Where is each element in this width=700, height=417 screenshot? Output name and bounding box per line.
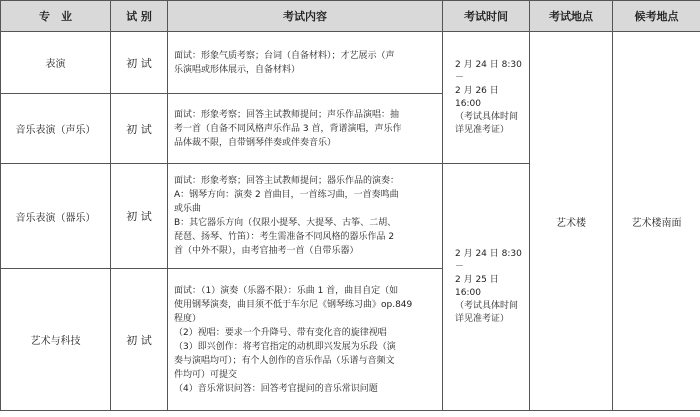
time-line: （考试具体时间 xyxy=(455,301,519,311)
content-line: （2）视唱：要求一个升降号、带有变化音的旋律视唱 xyxy=(174,327,387,338)
content-line: 奏与演唱均可）；有个人创作的音乐作品（乐谱与音频文 xyxy=(174,355,395,366)
time-line: 2 月 26 日 16:00 xyxy=(455,85,499,109)
content-line: 面试：形象气质考察；台词（自备材料）；才艺展示（声 xyxy=(174,50,395,61)
time-line: 2 月 24 日 8:30－ xyxy=(455,249,522,272)
waiting-place-cell: 艺术楼南面 xyxy=(613,32,700,411)
time-line: （考试具体时间 xyxy=(455,111,519,122)
header-row xyxy=(1,1,700,32)
major-cell: 表演 xyxy=(1,32,111,94)
content-line: 或乐曲 xyxy=(174,204,202,214)
time-line: 2 月 25 日 16:00 xyxy=(455,275,499,298)
header-exam-time: 考试时间 xyxy=(443,1,530,32)
header-waiting-place: 候考地点 xyxy=(613,1,700,32)
major-cell: 音乐表演（器乐） xyxy=(1,164,111,269)
content-line: 考一首（自备不同风格声乐作品 3 首，背谱演唱，声乐作 xyxy=(174,123,402,134)
exam-type-cell: 初 试 xyxy=(111,269,168,411)
content-line: （4）音乐常识问答：回答考官提问的音乐常识问题 xyxy=(174,383,378,394)
content-line: A：钢琴方向：演奏 2 首曲目，一首练习曲，一首奏鸣曲 xyxy=(174,190,399,200)
exam-type-cell: 初 试 xyxy=(111,94,168,164)
content-line: 使用钢琴演奏，曲目须不低于车尔尼《钢琴练习曲》op.849 xyxy=(174,299,413,310)
exam-time-cell xyxy=(443,164,530,411)
major-cell: 艺术与科技 xyxy=(1,269,111,411)
table-row xyxy=(1,32,700,94)
exam-content-cell xyxy=(168,32,443,94)
header-exam-type: 试 别 xyxy=(111,1,168,32)
content-line: 面试：形象考察；回答主试教师提问；器乐作品的演奏： xyxy=(174,176,400,186)
content-line: 品体裁不限，自带钢琴伴奏或伴奏音乐） xyxy=(174,137,337,148)
major-cell: 音乐表演（声乐） xyxy=(1,94,111,164)
exam-time-cell xyxy=(443,32,530,164)
exam-type-cell: 初 试 xyxy=(111,164,168,269)
content-line: 面试：形象考察；回答主试教师提问；声乐作品演唱：抽 xyxy=(174,109,400,120)
exam-content-cell xyxy=(168,269,443,411)
content-line: （3）即兴创作：将考官指定的动机即兴发展为乐段（演 xyxy=(174,341,396,352)
content-line: 程度） xyxy=(174,313,202,324)
time-line: 详见准考证） xyxy=(455,314,510,324)
exam-content-cell xyxy=(168,164,443,269)
header-exam-content: 考试内容 xyxy=(168,1,443,32)
exam-type-cell: 初 试 xyxy=(111,32,168,94)
content-line: 乐演唱或形体展示，自备材料） xyxy=(174,64,301,75)
content-line: 件均可）可提交 xyxy=(174,369,238,380)
header-major: 专 业 xyxy=(1,1,111,32)
content-line: 首（中外不限），由考官抽考一首（自带乐器） xyxy=(174,246,359,256)
time-line: 2 月 24 日 8:30－ xyxy=(455,59,522,83)
content-line: 琵琶、扬琴、竹笛）：考生需准备不同风格的器乐作品 2 xyxy=(174,232,395,242)
header-exam-place: 考试地点 xyxy=(530,1,613,32)
exam-content-cell xyxy=(168,94,443,164)
content-line: B：其它器乐方向（仅限小提琴、大提琴、古筝、二胡、 xyxy=(174,218,397,228)
time-line: 详见准考证） xyxy=(455,124,510,135)
content-line: 面试：（1）演奏（乐器不限）：乐曲 1 首，曲目自定（如 xyxy=(174,285,399,296)
exam-place-cell: 艺术楼 xyxy=(530,32,613,411)
